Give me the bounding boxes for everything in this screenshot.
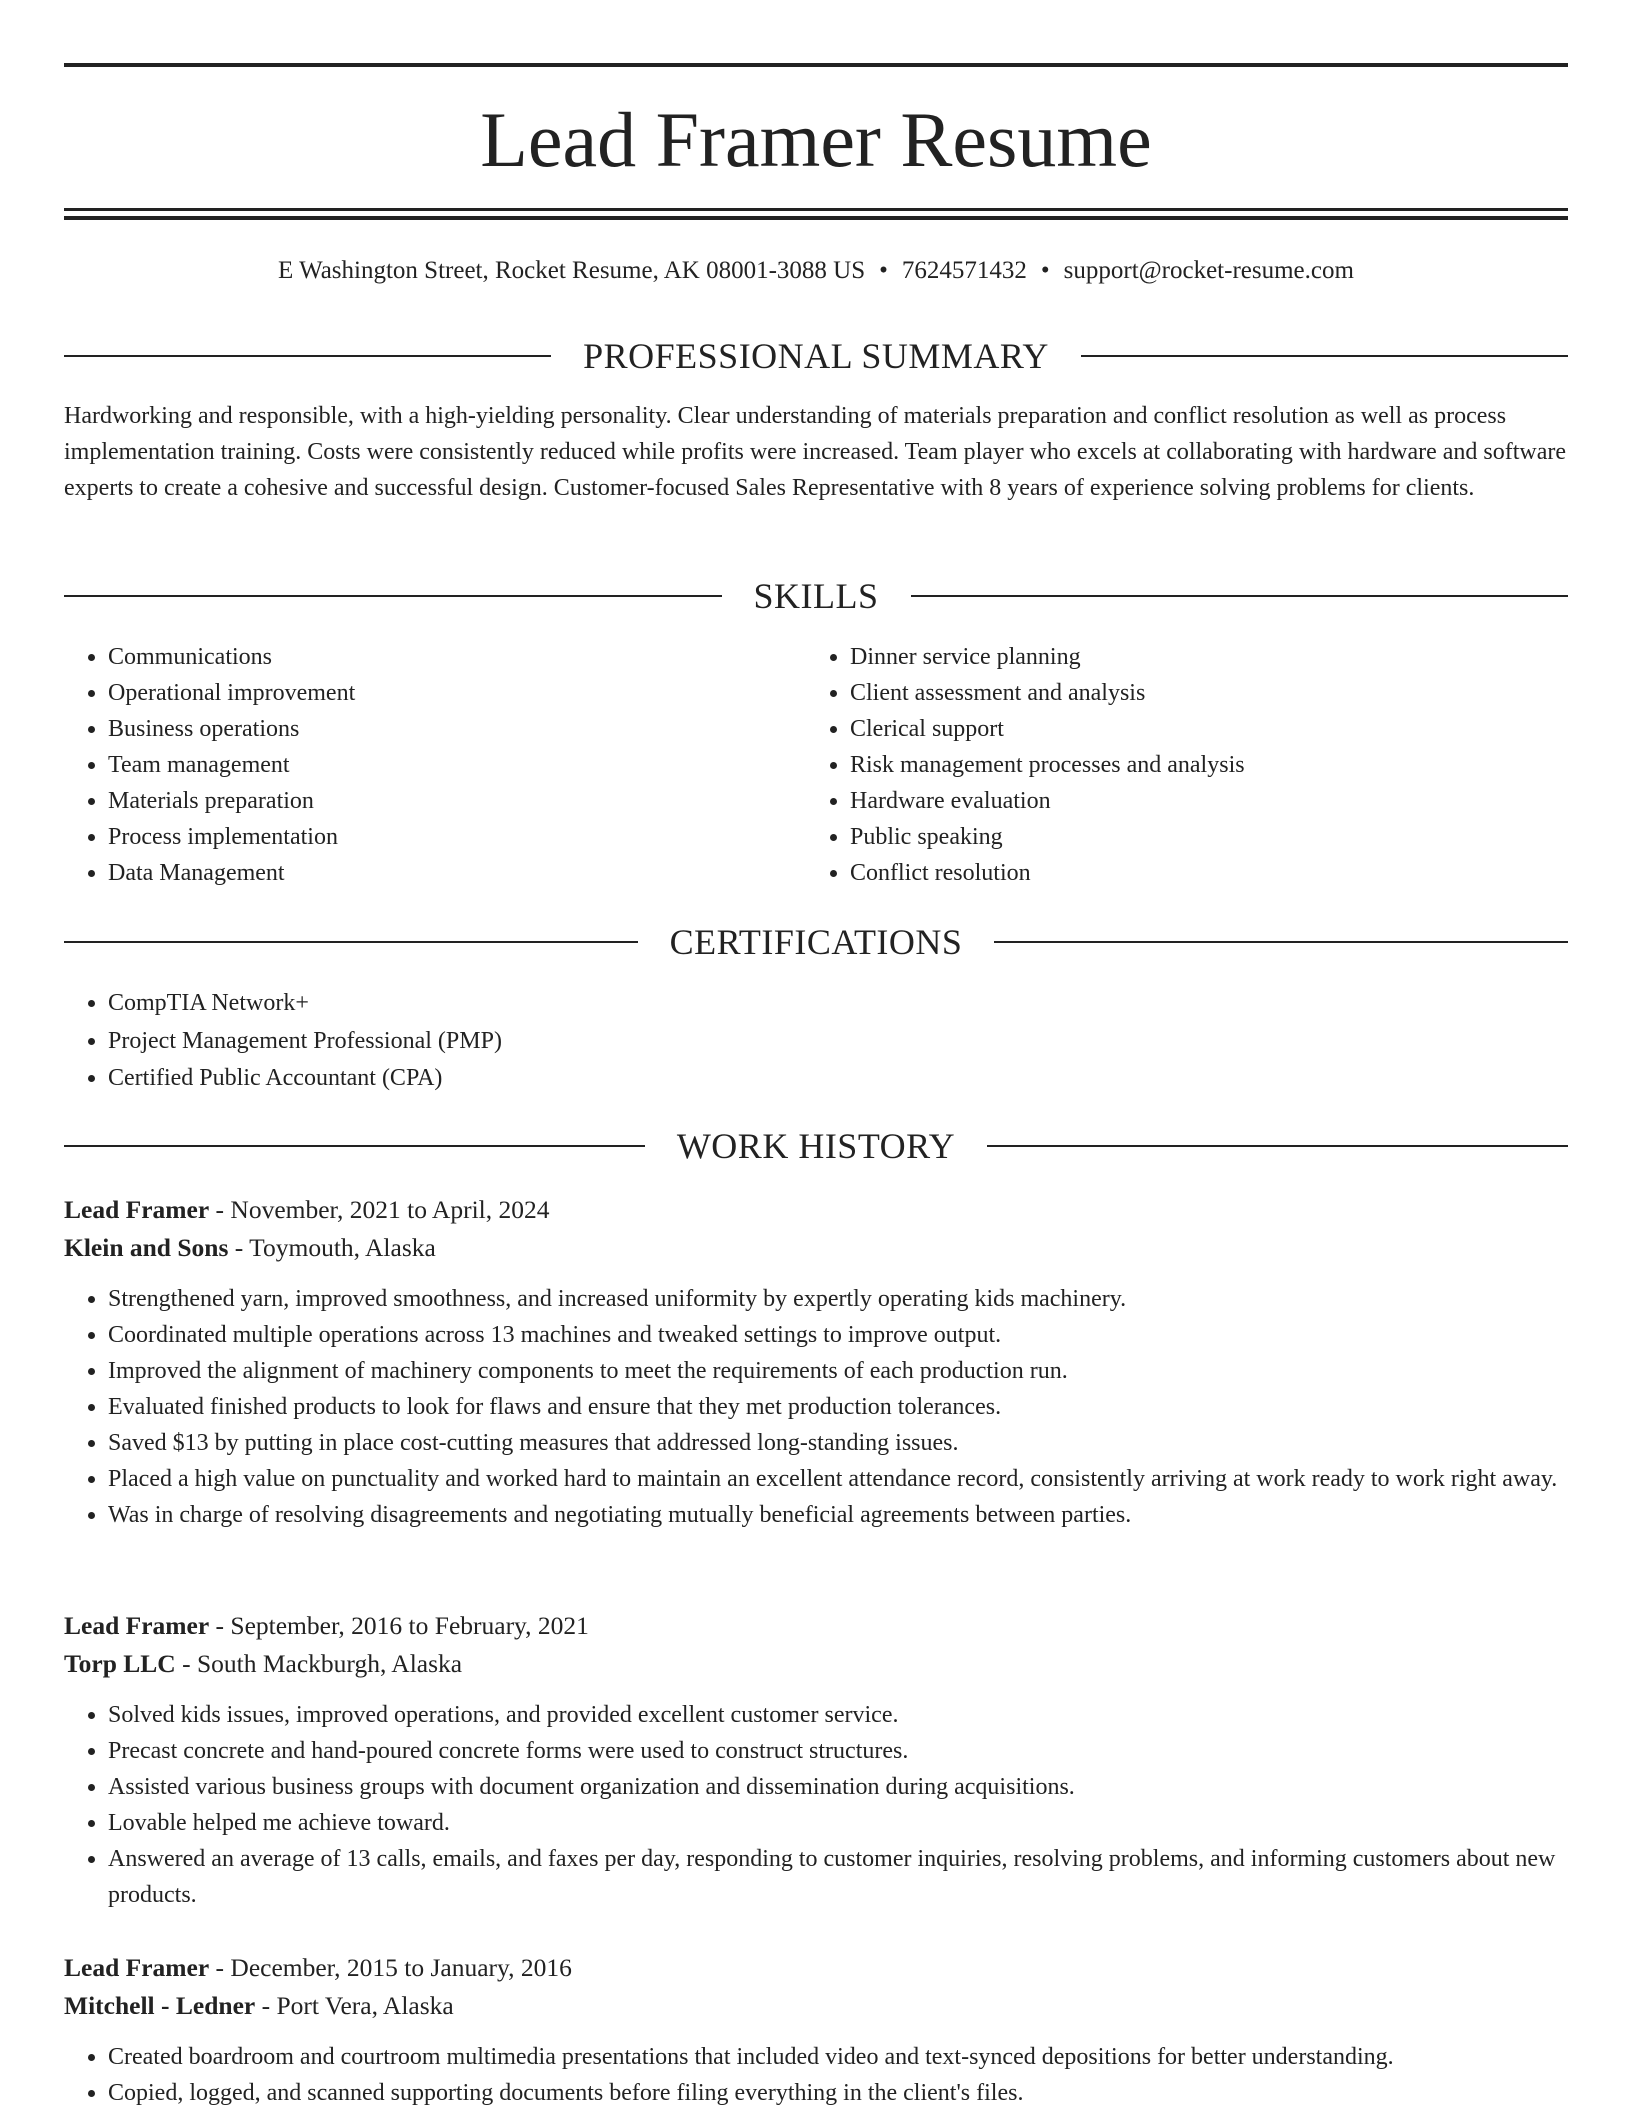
contact-line: [64, 253, 1568, 289]
contact-address: E Washington Street, Rocket Resume, AK 08001-3088 US: [278, 257, 866, 284]
contact-separator: •: [1040, 257, 1050, 284]
skill-item: • Data Management: [108, 855, 848, 891]
skill-item: • Client assessment and analysis: [850, 675, 1612, 711]
contact-email: support@rocket-resume.com: [1063, 257, 1354, 284]
section-divider: [911, 595, 1569, 597]
skill-item: • Communications: [108, 639, 848, 675]
job-duty: • Evaluated finished products to look for flaws and ensure that they met production tolerances.: [108, 1389, 1568, 1425]
skill-item: • Business operations: [108, 711, 848, 747]
job-dates: - November, 2021 to April, 2024: [209, 1195, 550, 1224]
job-dates: - December, 2015 to January, 2016: [209, 1953, 572, 1982]
job-duty: • Copied, logged, and scanned supporting documents before filing everything in the client's files.: [108, 2075, 1568, 2111]
job-title-line: [64, 1191, 1568, 1229]
job-duty: • Coordinated multiple operations across 13 machines and tweaked settings to improve output.: [108, 1317, 1568, 1353]
job-title: Lead Framer: [64, 1195, 210, 1224]
job-duties-list: [64, 2039, 1568, 2111]
section-divider: [987, 1145, 1568, 1147]
skill-item: • Operational improvement: [108, 675, 848, 711]
job-duties-list: [64, 1697, 1568, 1913]
section-header-skills: [64, 574, 1568, 618]
contact-separator: •: [879, 257, 888, 284]
job-duty: • Lovable helped me achieve toward.: [108, 1805, 1568, 1841]
skill-item: • Materials preparation: [108, 783, 848, 819]
skill-item: • Dinner service planning: [850, 639, 1612, 675]
job-company: Torp LLC: [64, 1649, 176, 1678]
certification-item: • Certified Public Accountant (CPA): [108, 1060, 1612, 1098]
section-divider: [64, 941, 638, 943]
job-title: Lead Framer: [64, 1611, 210, 1640]
job-company-line: [64, 1645, 1568, 1683]
job-company-line: [64, 1229, 1568, 1267]
job-duty: • Created boardroom and courtroom multimedia presentations that included video and text-synced depositions for better understanding.: [108, 2039, 1568, 2075]
job-company-line: [64, 1987, 1568, 2025]
section-title: CERTIFICATIONS: [669, 922, 963, 962]
skills-list-right: [806, 639, 1612, 891]
job-company: Mitchell - Ledner: [64, 1991, 256, 2020]
summary-text: Hardworking and responsible, with a high-yielding personality. Clear understanding of materials preparation and conflict resolution as well as process implementation training. Costs were consistently reduced while profits were increased. Team player who excels at collaborating with hardware and software experts to create a cohesive and successful design. Customer-focused Sales Representative with 8 years of experience solving problems for clients.: [64, 403, 1567, 501]
job-duty: • Answered an average of 13 calls, emails, and faxes per day, responding to customer inquiries, resolving problems, and informing customers about new products.: [108, 1841, 1568, 1913]
section-title: SKILLS: [753, 576, 879, 616]
skill-item: • Hardware evaluation: [850, 783, 1612, 819]
job-entry: [64, 1949, 1568, 2111]
skill-item: • Risk management processes and analysis: [850, 747, 1612, 783]
section-header-summary: [64, 334, 1568, 378]
certification-item: • Project Management Professional (PMP): [108, 1023, 1612, 1061]
job-location: - Toymouth, Alaska: [228, 1233, 436, 1262]
section-title: WORK HISTORY: [676, 1126, 956, 1166]
job-entry: [64, 1191, 1568, 1533]
job-duty: • Solved kids issues, improved operations, and provided excellent customer service.: [108, 1697, 1568, 1733]
skill-item: • Process implementation: [108, 819, 848, 855]
certification-item: • CompTIA Network+: [108, 985, 1612, 1023]
top-rule: [64, 63, 1568, 67]
page-title: Lead Framer Resume: [480, 96, 1152, 183]
title-rule-lower: [64, 216, 1568, 220]
job-title: Lead Framer: [64, 1953, 210, 1982]
section-divider: [1081, 355, 1568, 357]
job-duty: • Placed a high value on punctuality and worked hard to maintain an excellent attendance record, consistently arriving at work ready to work right away.: [108, 1461, 1568, 1497]
skill-item: • Team management: [108, 747, 848, 783]
job-location: - South Mackburgh, Alaska: [175, 1649, 463, 1678]
job-duty: • Strengthened yarn, improved smoothness, and increased uniformity by expertly operating kids machinery.: [108, 1281, 1568, 1317]
job-duty: • Was in charge of resolving disagreements and negotiating mutually beneficial agreements between parties.: [108, 1497, 1568, 1533]
skills-list-left: [64, 639, 848, 891]
job-title-line: [64, 1607, 1568, 1645]
section-divider: [994, 941, 1568, 943]
section-divider: [64, 1145, 645, 1147]
certifications-list: [64, 985, 1612, 1098]
skill-item: • Clerical support: [850, 711, 1612, 747]
job-duty: • Precast concrete and hand-poured concrete forms were used to construct structures.: [108, 1733, 1568, 1769]
section-divider: [64, 595, 722, 597]
skill-item: • Public speaking: [850, 819, 1612, 855]
job-company: Klein and Sons: [64, 1233, 229, 1262]
section-divider: [64, 355, 551, 357]
contact-phone: 7624571432: [901, 257, 1027, 284]
section-header-certifications: [64, 920, 1568, 964]
job-title-line: [64, 1949, 1568, 1987]
skill-item: • Conflict resolution: [850, 855, 1612, 891]
job-duty: • Saved $13 by putting in place cost-cutting measures that addressed long-standing issues.: [108, 1425, 1568, 1461]
job-location: - Port Vera, Alaska: [255, 1991, 454, 2020]
title-rule-upper: [64, 208, 1568, 211]
job-dates: - September, 2016 to February, 2021: [209, 1611, 589, 1640]
job-duty: • Improved the alignment of machinery components to meet the requirements of each production run.: [108, 1353, 1568, 1389]
section-title: PROFESSIONAL SUMMARY: [583, 336, 1049, 376]
job-duty: • Assisted various business groups with document organization and dissemination during acquisitions.: [108, 1769, 1568, 1805]
job-entry: [64, 1607, 1568, 1913]
section-header-work-history: [64, 1124, 1568, 1168]
job-duties-list: [64, 1281, 1568, 1533]
